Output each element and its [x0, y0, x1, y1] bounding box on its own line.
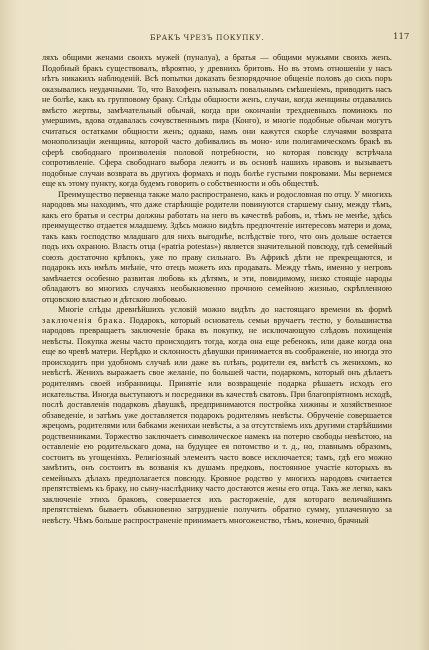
paragraph-2	[42, 190, 392, 306]
body-text	[42, 53, 392, 526]
paragraph-3-text-a: Многіе слѣды древнѣйшихъ условій можно видѣть до настоящаго времени въ формѣ	[58, 305, 392, 315]
emphasis-marriage: заключенія брака	[42, 315, 124, 325]
paragraph-3	[42, 305, 392, 526]
page-edge-shadow	[419, 0, 429, 650]
paragraph-2-text: Преимущество первенца также мало распространено, какъ и родословная по отцу. У многихъ народовъ мы находимъ, что даже старѣющіе родители повинуются старшему сыну, между тѣмъ, какъ его братья и сестры должны работать на него въ качествѣ рабовъ, и, тѣмъ не менѣе, здѣсь преимущество отдается младшему. Здѣсь можно видѣть предпочтеніе интересовъ матери и дома, такъ какъ господство младшаго для нихъ выгоднѣе, вслѣдствіе того, что онъ дольше остается подъ ихъ охраною. Власть отца («patria potestas») является значительной повсюду, гдѣ семейный союзъ достаточно крѣпокъ, уже по праву сильнаго. Въ Африкѣ дѣти не прекрещаются, и подарокъ ихъ имѣлъ мнѣніе, что отецъ можетъ ихъ продавать. Между тѣмъ, именно у негровъ замѣчается особенно развитая любовь къ дѣтямъ, и эти, повидимому, низко стоящіе народы обладаютъ во многихъ случаяхъ необыкновенно прочною семейною жизнью, скрѣпленною отцовскою властью и дѣтскою любовью.	[42, 189, 392, 304]
running-title: БРАКЪ ЧРЕЗЪ ПОКУПКУ.	[150, 33, 265, 42]
paragraph-1	[42, 53, 392, 190]
paragraph-3-text-b: . Подарокъ, который основатель семьи вручаетъ тестю, у большинства народовъ превращаетъ заключеніе брака въ покупку, не исключающую слѣдовъ похищенія невѣсты. Покупка жены часто происходитъ тогда, когда она еще ребенокъ, или даже когда она еще во чревѣ матери. Нерѣдко и склонность дѣвушки принимается въ соображеніе, но иногда это происходитъ при удобномъ случаѣ или даже въ плѣнъ, родители ея, вмѣстѣ съ женихомъ, ко невѣстѣ. Женихъ выражаетъ свое желаніе, по большей части, подаркомъ, который онъ дѣлаетъ родителямъ своей избранницы. Принятіе или возвращеніе подарка рѣшаетъ исходъ его искательства. Иногда выступаютъ и посредники въ качествѣ сватовъ. При благопріятномъ исходѣ, послѣ доставленія подарковъ дѣвушкѣ, предпринимаются постройка хижины и хозяйственное обзаведеніе, и затѣмъ уже доставляется подарокъ родителямъ невѣсты. Обрученіе совершается жрецомъ, родителями или бабками женихаи невѣсты, а за отсутствіемъ ихъ другими старѣйшими родственниками. Торжество заключаетъ символическое намекъ на потерю свободы невѣстою, на оставленіе ею родительскаго дома, на будущее ея потомство и т. д., но, главнымъ образомъ, состоитъ въ угощеніяхъ. Религіозный элементъ часто вовсе исключается; тамъ, гдѣ его можно замѣтить, онъ состоитъ въ возванія къ душамъ предковъ, постоянное участіе которыхъ въ семейныхъ дѣлахъ предполагается повсюду. Кровное родство у многихъ народовъ считается препятствіемъ къ браку, но сыну-наслѣднику часто достаются жены его отца. Такъ же легко, какъ заключеніе этихъ браковъ, совершается ихъ расторженіе, для котораго величайшимъ препятствіемъ бываетъ обыкновенно затрудненіе получить обратно сумму, уплаченную за невѣсту. Чѣмъ больше распространеніе принимаетъ многоженство, тѣмъ, конечно, брачный	[42, 315, 392, 525]
page-number: 117	[393, 32, 410, 42]
paragraph-1-text: ляхъ общими женами своихъ мужей (пуналуа), а братья — общими мужьями своихъ женъ. Подобный бракъ существовалъ, вѣроятно, у древнихъ бритовъ. Но въ этомъ отношеніи у насъ нѣтъ никакихъ наблюденій. Всѣ попытки доказать безпорядочное общеніе половъ до сихъ поръ оказывались неудачными. То, что Вахофенъ называлъ повальнымъ смѣшеніемъ, приводитъ насъ не болѣе, какъ къ групповому браку. Слѣды общности женъ, случаи, когда женщины отдавались вмѣсто жертвы, замѣчательный обычай, когда при окончаніи трехдневныхъ поминокъ по умершимъ, вдова отдавалась сочувственнымъ пира (Конго), и многіе подобные обычаи могутъ считаться остатками общности женъ; однако, намъ они кажутся скорѣе случаями возврата монополизаціи женщины, которой часто добивались въ моно- или полигамическомъ бракѣ въ сферѣ свободнаго произволенія половой потребности, но которая повсюду встрѣчала сопротивленіе. Сфера свободнаго выбора лежитъ и въ основѣ нашихъ нравовъ и вызываетъ подобные случаи возврата въ другихъ формахъ и подъ болѣе густыми покровами. Мы вернемся еще къ этому пункту, когда будемъ говорить о собственности и объ обществѣ.	[42, 53, 392, 189]
page-header	[0, 33, 429, 45]
